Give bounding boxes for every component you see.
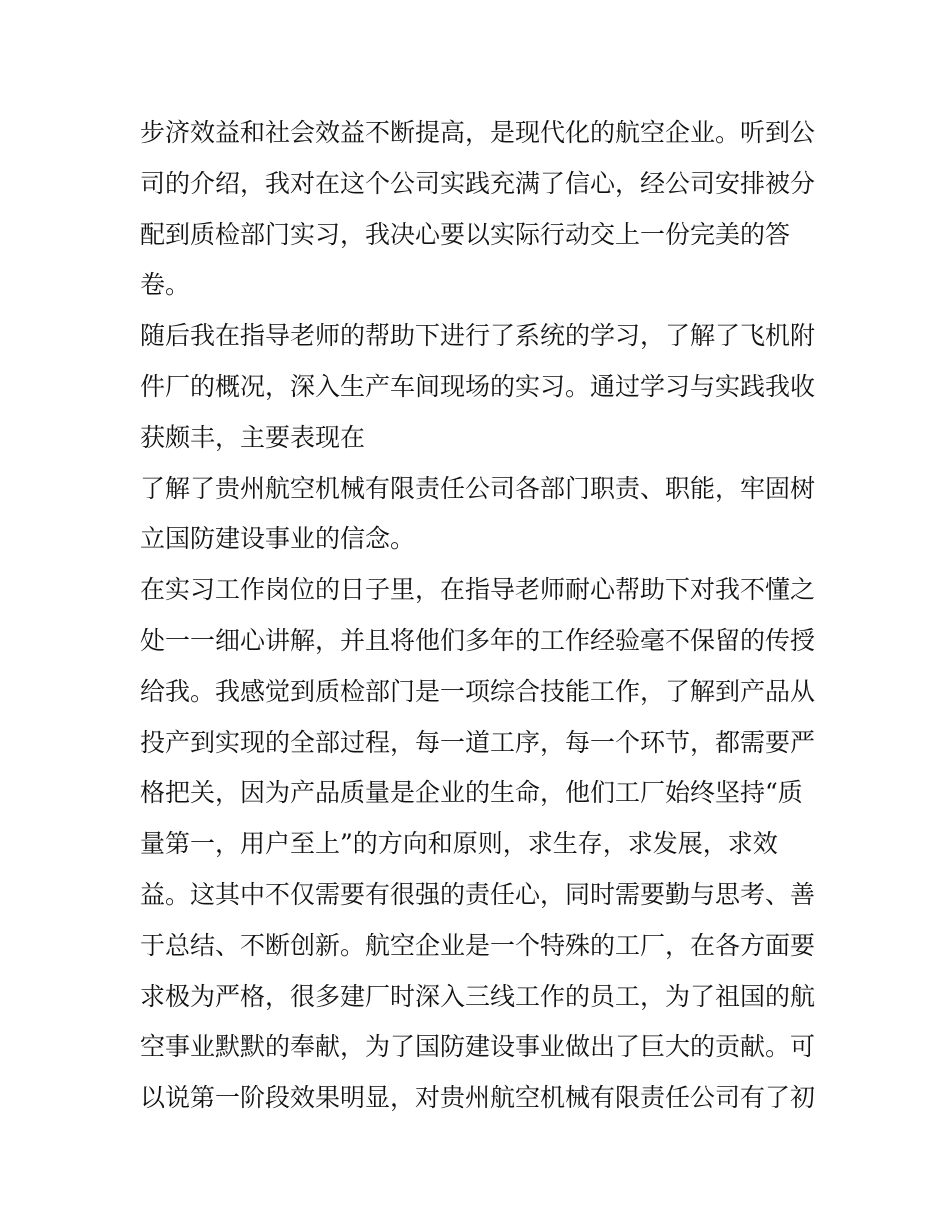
text-line: 空事业默默的奉献，为了国防建设事业做出了巨大的贡献。可 — [140, 1032, 816, 1062]
text-line: 以说第一阶段效果明显，对贵州航空机械有限责任公司有了初 — [140, 1083, 816, 1113]
text-line: 卷。 — [140, 270, 191, 300]
text-line: 立国防建设事业的信念。 — [140, 524, 416, 554]
text-line: 司的介绍，我对在这个公司实践充满了信心，经公司安排被分 — [140, 168, 816, 198]
text-line: 获颇丰，主要表现在 — [140, 422, 366, 452]
text-line: 投产到实现的全部过程，每一道工序，每一个环节，都需要严 — [140, 727, 816, 757]
text-line: 了解了贵州航空机械有限责任公司各部门职责、职能，牢固树 — [140, 473, 816, 503]
text-line: 在实习工作岗位的日子里，在指导老师耐心帮助下对我不懂之 — [140, 575, 816, 605]
text-line: 步济效益和社会效益不断提高，是现代化的航空企业。听到公 — [140, 118, 816, 147]
text-line: 件厂的概况，深入生产车间现场的实习。通过学习与实践我收 — [140, 371, 816, 401]
text-line: 于总结、不断创新。航空企业是一个特殊的工厂，在各方面要 — [140, 930, 816, 960]
text-line: 益。这其中不仅需要有很强的责任心，同时需要勤与思考、善 — [140, 879, 816, 909]
text-line: 给我。我感觉到质检部门是一项综合技能工作，了解到产品从 — [140, 676, 816, 706]
text-line: 求极为严格，很多建厂时深入三线工作的员工，为了祖国的航 — [140, 981, 816, 1011]
text-line: 处一一细心讲解，并且将他们多年的工作经验毫不保留的传授 — [140, 625, 816, 655]
text-line: 随后我在指导老师的帮助下进行了系统的学习，了解了飞机附 — [140, 321, 816, 351]
text-line: 格把关，因为产品质量是企业的生命，他们工厂始终坚持“质 — [140, 778, 803, 808]
text-line: 量第一，用户至上”的方向和原则，求生存，求发展，求效 — [140, 829, 778, 859]
body-text — [140, 108, 820, 1124]
text-line: 配到质检部门实习，我决心要以实际行动交上一份完美的答 — [140, 219, 791, 249]
